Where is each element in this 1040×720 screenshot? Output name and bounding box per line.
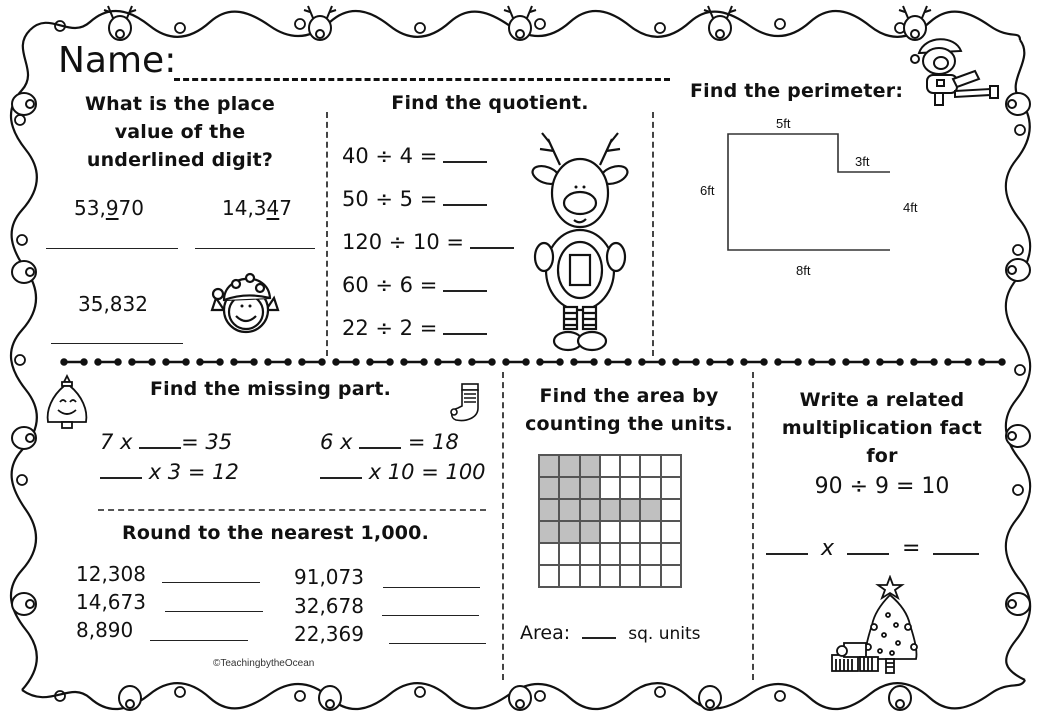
underlined-digit: 4 — [266, 196, 280, 220]
missing-part-problem — [100, 460, 239, 484]
perimeter-label-right: 4ft — [903, 200, 918, 215]
quotient-problem — [342, 316, 487, 340]
grid-cell-shaded — [600, 499, 620, 521]
perimeter-label-bottom: 8ft — [796, 263, 811, 278]
answer-blank[interactable] — [443, 290, 487, 292]
grid-cell — [661, 543, 681, 565]
perimeter-label-top: 5ft — [776, 116, 791, 131]
rounding-number: 22,369 — [294, 622, 364, 646]
number-part: 7 — [279, 196, 292, 220]
name-input-line[interactable] — [174, 78, 670, 81]
grid-cell-shaded — [539, 477, 559, 499]
problem-text: x 10 = 100 — [368, 460, 486, 484]
missing-part-problem — [320, 430, 459, 454]
related-fact-title-line: multiplication fact — [781, 417, 983, 439]
quotient-expression: 40 ÷ 4 = — [342, 144, 438, 168]
perimeter-label-step: 3ft — [855, 154, 870, 169]
grid-cell — [600, 455, 620, 477]
answer-blank[interactable] — [359, 447, 401, 449]
problem-text: 7 x — [100, 430, 133, 454]
area-unit-grid — [538, 454, 682, 588]
quotient-expression: 50 ÷ 5 = — [342, 187, 438, 211]
answer-line[interactable] — [165, 611, 263, 612]
place-value-number-2 — [222, 196, 292, 220]
elf-face-icon — [210, 260, 280, 340]
place-value-number-1 — [74, 196, 144, 220]
grid-cell-shaded — [580, 455, 600, 477]
quotient-expression: 22 ÷ 2 = — [342, 316, 438, 340]
place-value-number-3: 35,832 — [78, 292, 148, 316]
missing-part-title: Find the missing part. — [150, 378, 392, 400]
place-value-title-line: What is the place — [84, 93, 276, 115]
quotient-problem — [342, 187, 487, 211]
area-unit-label: sq. units — [628, 624, 701, 644]
grid-cell — [580, 565, 600, 587]
grid-cell-shaded — [580, 521, 600, 543]
related-fact-title-line: for — [866, 445, 898, 467]
section-divider — [752, 372, 754, 680]
grid-cell — [600, 477, 620, 499]
answer-blank[interactable] — [933, 553, 979, 555]
answer-blank[interactable] — [766, 553, 808, 555]
answer-line[interactable] — [150, 640, 248, 641]
grid-cell — [640, 521, 660, 543]
grid-cell-shaded — [559, 477, 579, 499]
answer-blank[interactable] — [443, 161, 487, 163]
answer-blank[interactable] — [443, 333, 487, 335]
l-shape-figure — [720, 128, 890, 258]
grid-cell-shaded — [640, 499, 660, 521]
grid-cell — [580, 543, 600, 565]
quotient-problem — [342, 144, 487, 168]
grid-cell-shaded — [559, 455, 579, 477]
grid-cell-shaded — [559, 521, 579, 543]
grid-cell — [539, 565, 559, 587]
underlined-digit: 9 — [105, 196, 119, 220]
grid-cell-shaded — [539, 455, 559, 477]
grid-cell — [661, 565, 681, 587]
rounding-number: 12,308 — [76, 562, 146, 586]
answer-blank[interactable] — [582, 637, 616, 639]
section-divider — [326, 112, 328, 356]
answer-blank[interactable] — [100, 477, 142, 479]
area-title-line: counting the units. — [525, 413, 733, 435]
grid-cell — [600, 521, 620, 543]
grid-cell — [640, 477, 660, 499]
quotient-expression: 120 ÷ 10 = — [342, 230, 465, 254]
ornament-face-icon — [44, 372, 90, 436]
grid-cell — [539, 543, 559, 565]
answer-line[interactable] — [383, 587, 480, 588]
grid-cell-shaded — [539, 521, 559, 543]
area-answer-row — [520, 622, 700, 644]
times-sign: x — [821, 536, 835, 561]
number-part: 70 — [118, 196, 144, 220]
related-fact-equation: 90 ÷ 9 = 10 — [814, 474, 950, 499]
grid-cell — [559, 543, 579, 565]
grid-cell — [600, 543, 620, 565]
grid-cell — [661, 477, 681, 499]
problem-text: x 3 = 12 — [148, 460, 239, 484]
quotient-problem — [342, 273, 487, 297]
place-value-title — [60, 90, 300, 174]
related-fact-title — [762, 386, 1002, 470]
number-part: 53, — [74, 196, 106, 220]
subsection-divider — [98, 509, 486, 511]
answer-line[interactable] — [51, 343, 183, 344]
answer-line[interactable] — [389, 643, 486, 644]
grid-cell — [620, 455, 640, 477]
grid-cell — [661, 499, 681, 521]
rounding-number: 91,073 — [294, 565, 364, 589]
area-title — [512, 382, 746, 438]
number-part: 14,3 — [222, 196, 267, 220]
grid-cell-shaded — [620, 499, 640, 521]
section-divider — [652, 112, 654, 356]
problem-text: 6 x — [320, 430, 353, 454]
rounding-number: 8,890 — [76, 618, 134, 642]
name-label: Name: — [58, 40, 177, 81]
quotient-problem — [342, 230, 514, 254]
area-answer-label: Area: — [520, 622, 571, 644]
place-value-title-line: underlined digit? — [86, 149, 274, 171]
answer-blank[interactable] — [320, 477, 362, 479]
reindeer-illustration-icon — [530, 125, 630, 355]
grid-cell-shaded — [580, 499, 600, 521]
grid-cell — [640, 543, 660, 565]
answer-blank[interactable] — [139, 447, 181, 449]
grid-cell-shaded — [539, 499, 559, 521]
grid-cell — [640, 455, 660, 477]
related-fact-title-line: Write a related — [799, 389, 965, 411]
missing-part-problem — [320, 460, 486, 484]
copyright-text: ©TeachingbytheOcean — [213, 658, 315, 669]
equals-sign: = — [902, 536, 921, 561]
grid-cell-shaded — [580, 477, 600, 499]
grid-cell — [620, 477, 640, 499]
quotient-title: Find the quotient. — [391, 92, 589, 114]
grid-cell — [620, 543, 640, 565]
stocking-icon — [448, 382, 482, 424]
grid-cell-shaded — [559, 499, 579, 521]
answer-blank[interactable] — [847, 553, 889, 555]
grid-cell — [640, 565, 660, 587]
answer-line[interactable] — [46, 248, 178, 249]
grid-cell — [559, 565, 579, 587]
related-fact-answer-row — [766, 536, 979, 561]
problem-text: = 35 — [181, 430, 233, 454]
perimeter-label-left: 6ft — [700, 183, 715, 198]
rounding-title: Round to the nearest 1,000. — [122, 522, 430, 544]
christmas-tree-icon — [830, 575, 930, 675]
answer-line[interactable] — [382, 615, 479, 616]
perimeter-title: Find the perimeter: — [690, 80, 904, 102]
grid-cell — [661, 455, 681, 477]
answer-blank[interactable] — [443, 204, 487, 206]
problem-text: = 18 — [407, 430, 459, 454]
answer-line[interactable] — [195, 248, 315, 249]
section-divider — [502, 372, 504, 680]
rounding-number: 32,678 — [294, 594, 364, 618]
answer-line[interactable] — [162, 582, 260, 583]
grid-cell — [620, 565, 640, 587]
santa-kicking-icon — [905, 35, 1000, 110]
place-value-title-line: value of the — [114, 121, 246, 143]
answer-blank[interactable] — [470, 247, 514, 249]
missing-part-problem — [100, 430, 232, 454]
area-title-line: Find the area by — [539, 385, 719, 407]
rounding-number: 14,673 — [76, 590, 146, 614]
grid-cell — [620, 521, 640, 543]
horizontal-divider — [56, 356, 1016, 368]
grid-cell — [661, 521, 681, 543]
quotient-expression: 60 ÷ 6 = — [342, 273, 438, 297]
grid-cell — [600, 565, 620, 587]
